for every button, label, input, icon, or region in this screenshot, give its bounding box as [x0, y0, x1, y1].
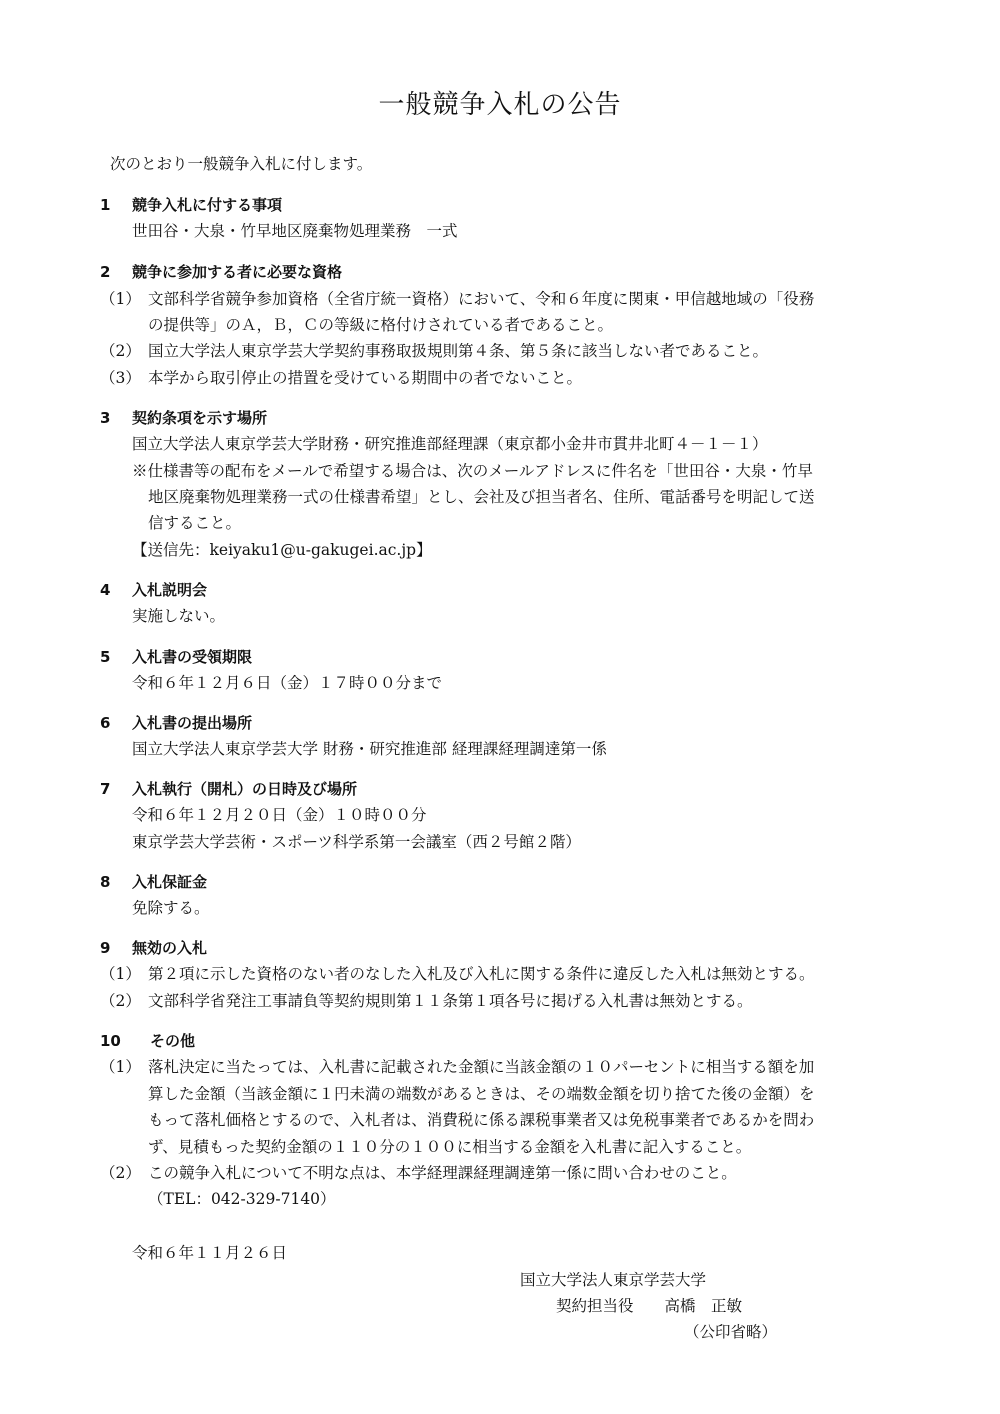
section-7-number: 7 [100, 780, 111, 798]
section-2-item-1-line-2: の提供等」のＡ，Ｂ，Ｃの等級に格付けされている者であること。 [148, 316, 614, 334]
section-5-heading: 入札書の受領期限 [132, 648, 253, 666]
section-4-number: 4 [100, 581, 111, 599]
section-9-item-1-line-1: 第２項に示した資格のない者のなした入札及び入札に関する条件に違反した入札は無効とする。 [148, 965, 815, 983]
section-3-number: 3 [100, 409, 111, 427]
section-1-heading: 競争入札に付する事項 [132, 196, 283, 214]
section-10-item-1-line-1: 落札決定に当たっては、入札書に記載された金額に当該金額の１０パーセントに相当する額を加 [148, 1058, 815, 1076]
section-1-number: 1 [100, 196, 111, 214]
section-6-text: 国立大学法人東京学芸大学 財務・研究推進部 経理課経理調達第一係 [132, 740, 607, 758]
intro-text: 次のとおり一般競争入札に付します。 [110, 155, 373, 173]
issuer-signer: 契約担当役 高橋 正敏 [556, 1297, 743, 1315]
section-10-item-1-line-3: もって落札価格とするので、入札者は、消費税に係る課税事業者又は免税事業者であるかを問わ [148, 1111, 815, 1129]
section-2-item-2-mark: （2） [100, 342, 141, 360]
section-7-location: 東京学芸大学芸術・スポーツ科学系第一会議室（西２号館２階） [132, 833, 581, 851]
section-6-number: 6 [100, 714, 111, 732]
issuer-organization: 国立大学法人東京学芸大学 [520, 1271, 707, 1289]
section-9-item-1-mark: （1） [100, 965, 141, 983]
section-2-item-1-line-1: 文部科学省競争参加資格（全省庁統一資格）において、令和６年度に関東・甲信越地域の「役務 [148, 290, 815, 308]
section-10-item-1-line-2: 算した金額（当該金額に１円未満の端数があるときは、その端数金額を切り捨てた後の金額）を [148, 1085, 815, 1103]
section-8-heading: 入札保証金 [132, 873, 208, 891]
section-10-heading: その他 [150, 1032, 196, 1050]
page-title: 一般競争入札の公告 [378, 90, 622, 120]
section-6-heading: 入札書の提出場所 [132, 714, 253, 732]
section-3-heading: 契約条項を示す場所 [132, 409, 268, 427]
section-7-heading: 入札執行（開札）の日時及び場所 [132, 780, 358, 798]
section-9-item-2-line-1: 文部科学省発注工事請負等契約規則第１１条第１項各号に掲げる入札書は無効とする。 [148, 992, 753, 1010]
section-4-text: 実施しない。 [132, 607, 226, 625]
section-5-text: 令和６年１２月６日（金）１７時００分まで [132, 674, 443, 692]
section-1-text: 世田谷・大泉・竹早地区廃棄物処理業務 一式 [132, 222, 458, 240]
section-10-item-2-line-1: この競争入札について不明な点は、本学経理課経理調達第一係に問い合わせのこと。 [148, 1164, 737, 1182]
section-3-note-line-1: ※仕様書等の配布をメールで希望する場合は、次のメールアドレスに件名を「世田谷・大泉・竹早 [132, 462, 813, 480]
section-10-item-2-line-2: （TEL：042-329-7140） [148, 1190, 336, 1208]
section-10-number: 10 [100, 1032, 121, 1050]
section-8-number: 8 [100, 873, 111, 891]
section-9-item-2-mark: （2） [100, 992, 141, 1010]
notice-date: 令和６年１１月２６日 [132, 1244, 288, 1262]
section-2-item-2-line-1: 国立大学法人東京学芸大学契約事務取扱規則第４条、第５条に該当しない者であること。 [148, 342, 769, 360]
section-10-item-2-mark: （2） [100, 1164, 141, 1182]
section-3-email: 【送信先：keiyaku1@u-gakugei.ac.jp】 [132, 541, 432, 559]
section-8-text: 免除する。 [132, 899, 210, 917]
seal-omitted-note: （公印省略） [684, 1323, 778, 1341]
section-2-item-3-mark: （3） [100, 369, 141, 387]
section-9-number: 9 [100, 939, 111, 957]
section-3-text: 国立大学法人東京学芸大学財務・研究推進部経理課（東京都小金井市貫井北町４－１－１） [132, 435, 768, 453]
section-2-item-1-mark: （1） [100, 290, 141, 308]
section-2-item-3-line-1: 本学から取引停止の措置を受けている期間中の者でないこと。 [148, 369, 583, 387]
section-2-heading: 競争に参加する者に必要な資格 [132, 263, 343, 281]
section-10-item-1-mark: （1） [100, 1058, 141, 1076]
section-3-note-line-2: 地区廃棄物処理業務一式の仕様書希望」とし、会社及び担当者名、住所、電話番号を明記して送 [148, 488, 815, 506]
section-9-heading: 無効の入札 [132, 939, 208, 957]
section-4-heading: 入札説明会 [132, 581, 208, 599]
section-7-datetime: 令和６年１２月２０日（金）１０時００分 [132, 806, 427, 824]
section-10-item-1-line-4: ず、見積もった契約金額の１１０分の１００に相当する金額を入札書に記入すること。 [148, 1138, 752, 1156]
section-2-number: 2 [100, 263, 111, 281]
section-5-number: 5 [100, 648, 111, 666]
section-3-note-line-3: 信すること。 [148, 514, 242, 532]
